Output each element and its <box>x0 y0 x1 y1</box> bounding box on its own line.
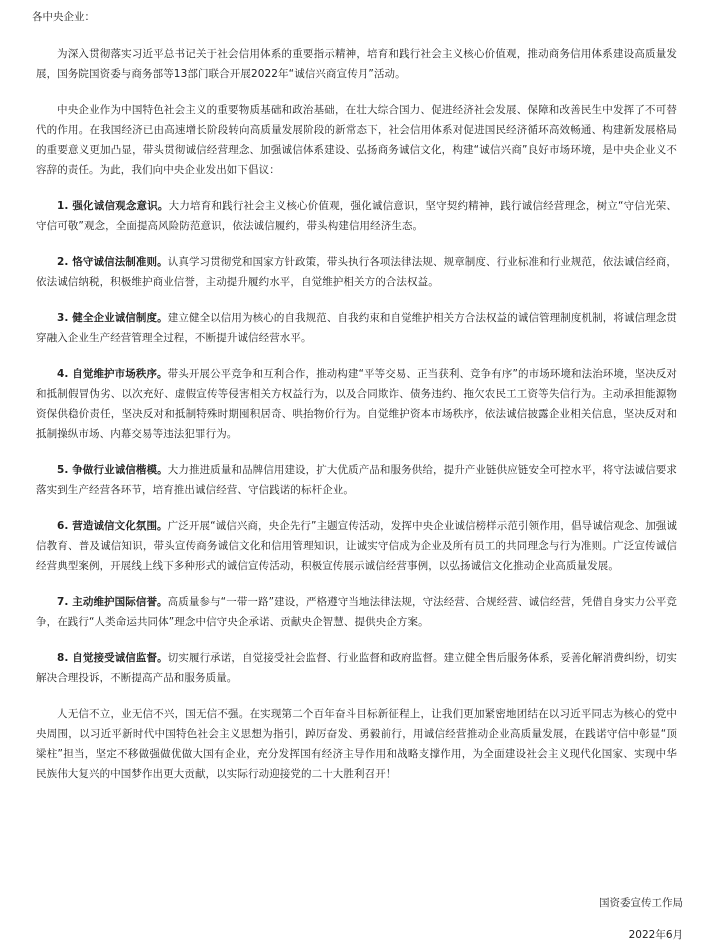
salutation: 各中央企业： <box>32 11 95 23</box>
initiative-item-1 <box>36 196 677 236</box>
intro-paragraph-1: 为深入贯彻落实习近平总书记关于社会信用体系的重要指示精神，培育和践行社会主义核心价值观，推动商务信用体系建设高质量发展，国务院国资委与商务部等13部门联合开展2022年“诚信兴商宣传月”活动。 <box>36 48 677 80</box>
initiative-item-8 <box>36 648 677 688</box>
item-heading: 4. 自觉维护市场秩序。 <box>57 368 168 380</box>
signature: 国资委宣传工作局 <box>599 897 683 909</box>
initiative-item-4 <box>36 364 677 444</box>
item-body: 大力推进质量和品牌信用建设，扩大优质产品和服务供给，提升产业链供应链安全可控水平，将守法诚信要求落实到生产经营各环节，培育推出诚信经营、守信践诺的标杆企业。 <box>36 464 677 496</box>
item-heading: 8. 自觉接受诚信监督。 <box>57 652 168 664</box>
item-body: 高质量参与“一带一路”建设，严格遵守当地法律法规，守法经营、合规经营、诚信经营，凭借自身实力公平竞争，在践行“人类命运共同体”理念中信守央企承诺、贡献央企智慧、提供央企方案。 <box>36 596 678 628</box>
item-heading: 7. 主动维护国际信誉。 <box>57 596 168 608</box>
item-body: 带头开展公平竞争和互利合作，推动构建“平等交易、正当获利、竞争有序”的市场环境和法治环境，坚决反对和抵制假冒伪劣、以次充好、虚假宣传等侵害相关方权益行为，以及合同欺诈、债务违约、拖欠农民工工资等失信行为。主动承担能源物资保供稳价责任，坚决反对和抵制特殊时期囤积居奇、哄抬物价行为。自觉维护资本市场秩序，依法诚信披露企业相关信息，坚决反对和抵制操纵市场、内幕交易等违法犯罪行为。 <box>36 368 678 440</box>
item-body: 认真学习贯彻党和国家方针政策，带头执行各项法律法规、规章制度、行业标准和行业规范，依法诚信经商，依法诚信纳税，积极维护商业信誉，主动提升履约水平，自觉维护相关方的合法权益。 <box>36 256 677 288</box>
initiative-item-3 <box>36 308 677 348</box>
initiative-item-2 <box>36 252 677 292</box>
initiative-item-6 <box>36 516 677 576</box>
item-heading: 2. 恪守诚信法制准则。 <box>57 256 168 268</box>
issue-date: 2022年6月 <box>628 929 683 941</box>
item-body: 大力培育和践行社会主义核心价值观，强化诚信意识，坚守契约精神，践行诚信经营理念，树立“守信光荣、守信可敬”观念，全面提高风险防范意识，依法诚信履约，带头构建信用经济生态。 <box>36 200 677 232</box>
item-body: 切实履行承诺，自觉接受社会监督、行业监督和政府监督。建立健全售后服务体系，妥善化解消费纠纷，切实解决合理投诉，不断提高产品和服务质量。 <box>36 652 677 684</box>
intro-paragraph-2: 中央企业作为中国特色社会主义的重要物质基础和政治基础，在壮大综合国力、促进经济社会发展、保障和改善民生中发挥了不可替代的作用。在我国经济已由高速增长阶段转向高质量发展阶段的新常态下，社会信用体系对促进国民经济循环高效畅通、构建新发展格局的重要意义更加凸显，带头贯彻诚信经营理念、加强诚信体系建设、弘扬商务诚信文化，构建“诚信兴商”良好市场环境，是中央企业义不容辞的责任。为此，我们向中央企业发出如下倡议： <box>36 104 677 176</box>
item-heading: 3. 健全企业诚信制度。 <box>57 312 168 324</box>
closing-paragraph: 人无信不立，业无信不兴，国无信不强。在实现第二个百年奋斗目标新征程上，让我们更加紧密地团结在以习近平同志为核心的党中央周围，以习近平新时代中国特色社会主义思想为指引，踔厉奋发、勇毅前行，用诚信经营推动企业高质量发展，在践诺守信中彰显“顶梁柱”担当，坚定不移做强做优做大国有企业，充分发挥国有经济主导作用和战略支撑作用，为全面建设社会主义现代化国家、实现中华民族伟大复兴的中国梦作出更大贡献，以实际行动迎接党的二十大胜利召开！ <box>36 708 677 780</box>
initiative-item-7 <box>36 592 677 632</box>
item-body: 广泛开展“诚信兴商，央企先行”主题宣传活动，发挥中央企业诚信榜样示范引领作用，倡导诚信观念、加强诚信教育、普及诚信知识，带头宣传商务诚信文化和信用管理知识，让诚实守信成为企业及所有员工的共同理念与行为准则。广泛宣传诚信经营典型案例，开展线上线下多种形式的诚信宣传活动，积极宣传展示诚信经营事例，以弘扬诚信文化推动企业高质量发展。 <box>36 520 678 572</box>
initiative-item-5 <box>36 460 677 500</box>
item-heading: 1. 强化诚信观念意识。 <box>57 200 169 212</box>
item-heading: 6. 营造诚信文化氛围。 <box>57 520 168 532</box>
item-heading: 5. 争做行业诚信楷模。 <box>57 464 168 476</box>
item-body: 建立健全以信用为核心的自我规范、自我约束和自觉维护相关方合法权益的诚信管理制度机制，将诚信理念贯穿融入企业生产经营管理全过程，不断提升诚信经营水平。 <box>36 312 677 344</box>
